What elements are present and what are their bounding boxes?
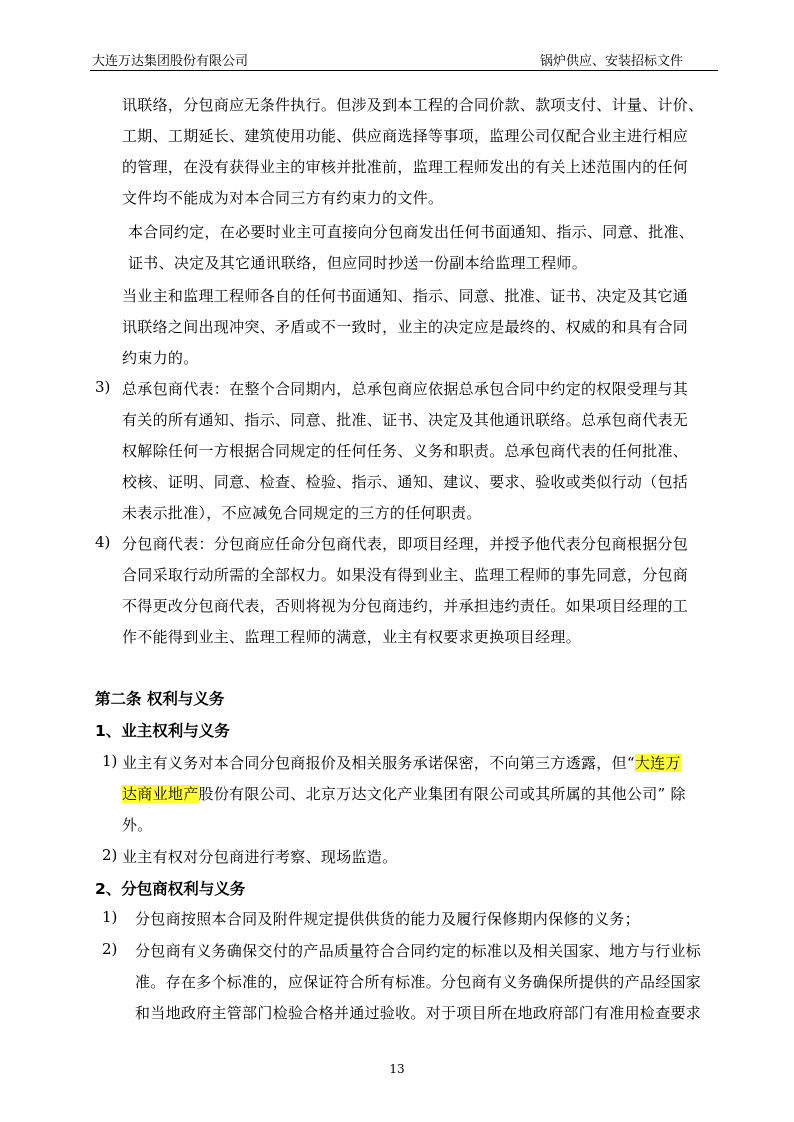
header-doc-title: 锅炉供应、安装招标文件 — [539, 54, 683, 69]
text-line: 分包商代表：分包商应任命分包商代表，即项目经理，并授予他代表分包商根据分包 — [122, 535, 689, 553]
highlighted-text: 大连万 — [634, 754, 681, 772]
text-line: 有关的所有通知、指示、同意、批准、证书、决定及其他通讯联络。总承包商代表无 — [122, 411, 689, 429]
highlighted-text: 达商业地产 — [122, 785, 199, 803]
text-line: 和当地政府主管部门检验合格并通过验收。对于项目所在地政府部门有准用检查要求 — [135, 1004, 702, 1022]
list-number: 3) — [95, 378, 111, 396]
text-line: 讯联络之间出现冲突、矛盾或不一致时，业主的决定应是最终的、权威的和具有合同 — [122, 318, 689, 336]
text-line: 总承包商代表：在整个合同期内，总承包商应依据总承包合同中约定的权限受理与其 — [122, 380, 689, 398]
text-line: 权解除任何一方根据合同规定的任何任务、义务和职责。总承包商代表的任何批准、 — [122, 442, 689, 460]
text-line — [122, 783, 686, 804]
text-line: 文件均不能成为对本合同三方有约束力的文件。 — [122, 189, 444, 207]
text-line: 外。 — [122, 816, 153, 834]
list-number: 2) — [102, 940, 118, 958]
list-number: 1) — [102, 908, 118, 926]
text-line: 作不能得到业主、监理工程师的满意，业主有权要求更换项目经理。 — [122, 628, 582, 646]
text-line: 工期、工期延长、建筑使用功能、供应商选择等事项，监理公司仅配合业主进行相应 — [122, 127, 689, 145]
text-line: 讯联络，分包商应无条件执行。但涉及到本工程的合同价款、款项支付、计量、计价、 — [122, 96, 704, 114]
text-line: 不得更改分包商代表，否则将视为分包商违约，并承担违约责任。如果项目经理的工 — [122, 597, 689, 615]
text-line: 本合同约定，在必要时业主可直接向分包商发出任何书面通知、指示、同意、批准、 — [128, 223, 695, 241]
text-line: 准。存在多个标准的，应保证符合所有标准。分包商有义务确保所提供的产品经国家 — [135, 973, 702, 991]
text-line: 分包商有义务确保交付的产品质量符合合同约定的标准以及相关国家、地方与行业标 — [135, 942, 702, 960]
text-run: 业主有义务对本合同分包商报价及相关服务承诺保密，不向第三方透露，但“ — [122, 754, 635, 772]
text-line: 证书、决定及其它通讯联络，但应同时抄送一份副本给监理工程师。 — [128, 254, 588, 272]
subsection-title: 2、分包商权利与义务 — [95, 880, 246, 898]
list-number: 4) — [95, 533, 111, 551]
list-number: 2) — [102, 846, 118, 864]
page-number: 13 — [389, 1062, 405, 1076]
text-line: 约束力的。 — [122, 349, 199, 367]
text-line: 未表示批准），不应减免合同规定的三方的任何职责。 — [122, 504, 482, 522]
page-header — [90, 48, 718, 71]
text-run: 股份有限公司、北京万达文化产业集团有限公司或其所属的其他公司” 除 — [198, 785, 686, 803]
text-line: 合同采取行动所需的全部权力。如果没有得到业主、监理工程师的事先同意，分包商 — [122, 566, 689, 584]
header-company: 大连万达集团股份有限公司 — [92, 54, 249, 69]
text-line: 业主有权对分包商进行考察、现场监造。 — [122, 848, 398, 866]
text-line: 分包商按照本合同及附件规定提供供货的能力及履行保修期内保修的义务； — [135, 910, 640, 928]
text-line: 校核、证明、同意、检查、检验、指示、通知、建议、要求、验收或类似行动（包括 — [122, 473, 689, 491]
text-line — [122, 752, 681, 773]
subsection-title: 1、业主权利与义务 — [95, 722, 230, 740]
text-line: 的管理，在没有获得业主的审核并批准前，监理工程师发出的有关上述范围内的任何 — [122, 158, 689, 176]
text-line: 当业主和监理工程师各自的任何书面通知、指示、同意、批准、证书、决定及其它通 — [122, 287, 689, 305]
list-number: 1) — [102, 752, 118, 770]
section-title: 第二条 权利与义务 — [95, 690, 225, 708]
